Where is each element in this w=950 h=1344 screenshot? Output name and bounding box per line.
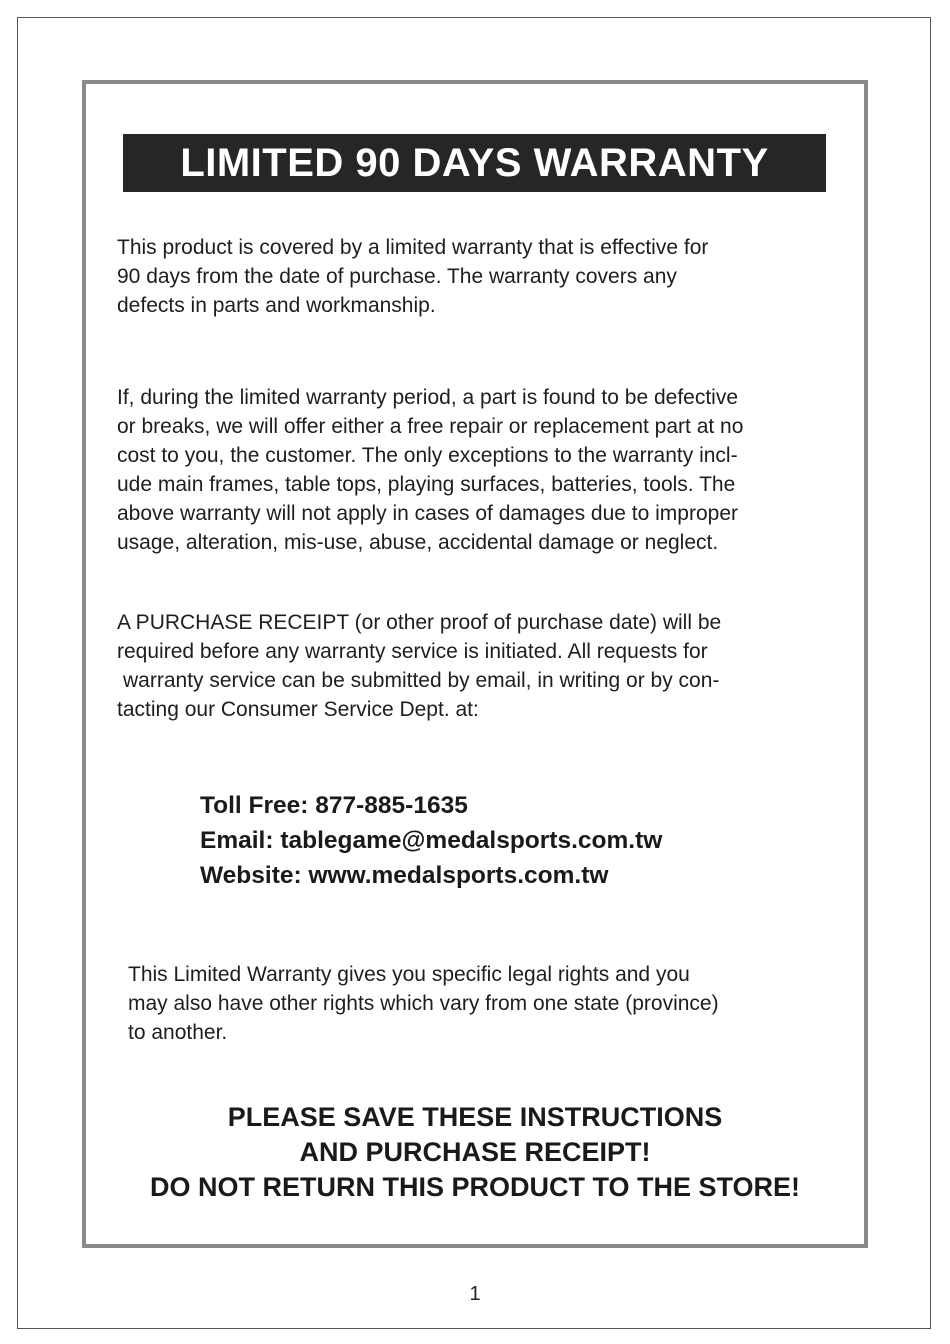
- text-line: If, during the limited warranty period, a part is found to be defective: [117, 386, 739, 409]
- text-line: or breaks, we will offer either a free repair or replacement part at no: [117, 415, 744, 438]
- page-title: LIMITED 90 DAYS WARRANTY: [180, 140, 769, 185]
- website-address: Website: www.medalsports.com.tw: [200, 862, 609, 889]
- exceptions-paragraph: [117, 383, 743, 557]
- text-line: This Limited Warranty gives you specific legal rights and you: [128, 963, 690, 986]
- page-number: 1: [469, 1283, 481, 1305]
- title-banner: [123, 134, 826, 192]
- text-line: warranty service can be submitted by email, in writing or by con-: [123, 669, 720, 692]
- text-line: required before any warranty service is initiated. All requests for: [117, 640, 708, 663]
- save-instructions-notice: [82, 1100, 868, 1205]
- notice-line: DO NOT RETURN THIS PRODUCT TO THE STORE!: [149, 1172, 801, 1202]
- text-line: defects in parts and workmanship.: [117, 294, 436, 317]
- email-address: Email: tablegame@medalsports.com.tw: [200, 827, 663, 854]
- notice-line: PLEASE SAVE THESE INSTRUCTIONS: [227, 1102, 723, 1132]
- toll-free-number: Toll Free: 877-885-1635: [200, 792, 468, 819]
- text-line: cost to you, the customer. The only exceptions to the warranty incl-: [117, 444, 738, 467]
- text-line: tacting our Consumer Service Dept. at:: [117, 698, 479, 721]
- receipt-paragraph: [117, 608, 721, 724]
- text-line: above warranty will not apply in cases of damages due to improper: [117, 502, 738, 525]
- coverage-paragraph: [117, 233, 708, 320]
- text-line: ude main frames, table tops, playing surfaces, batteries, tools. The: [117, 473, 736, 496]
- text-line: 90 days from the date of purchase. The warranty covers any: [117, 265, 677, 288]
- text-line: A PURCHASE RECEIPT (or other proof of purchase date) will be: [117, 611, 722, 634]
- notice-line: AND PURCHASE RECEIPT!: [299, 1137, 651, 1167]
- text-line: usage, alteration, mis-use, abuse, accidental damage or neglect.: [117, 531, 719, 554]
- text-line: This product is covered by a limited warranty that is effective for: [117, 236, 709, 259]
- contact-block: [200, 788, 662, 893]
- legal-rights-paragraph: [128, 960, 719, 1047]
- text-line: to another.: [128, 1021, 228, 1044]
- text-line: may also have other rights which vary from one state (province): [128, 992, 719, 1015]
